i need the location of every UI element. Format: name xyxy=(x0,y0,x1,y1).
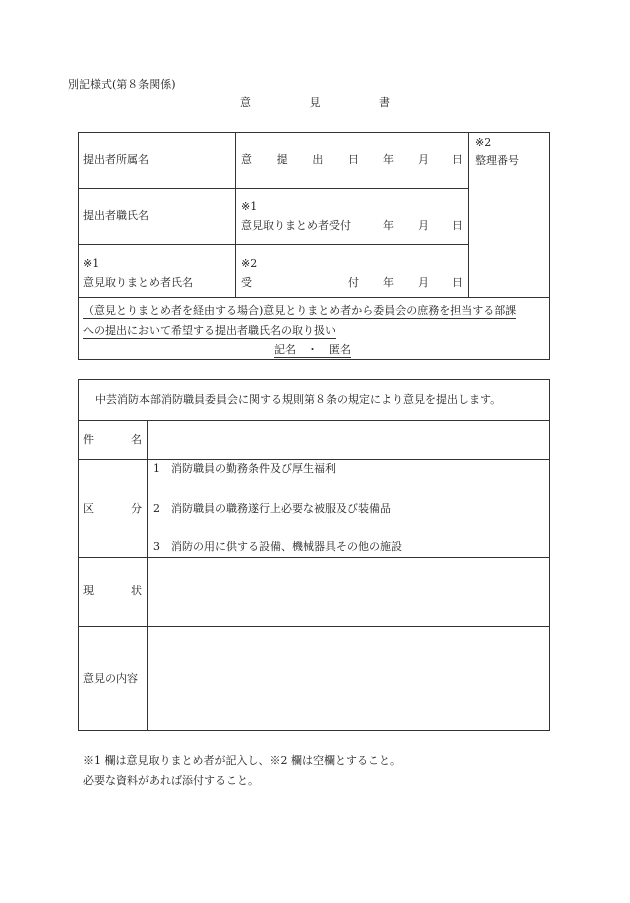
title-char: 見 xyxy=(309,96,321,109)
opinion-content-label: 意見の内容 xyxy=(83,672,138,685)
status-label xyxy=(83,585,142,596)
day-label: 日 xyxy=(452,276,463,289)
status-char: 状 xyxy=(131,584,142,597)
category-label xyxy=(83,503,142,514)
category-char: 区 xyxy=(83,502,94,515)
handling-line1-text: （意見とりまとめ者を経由する場合)意見とりまとめ者から委員会の庶務を担当する部課 xyxy=(83,304,517,317)
position-name-label: 提出者職氏名 xyxy=(83,209,149,222)
reception-note-mark: ※2 xyxy=(241,257,258,270)
month-label: 月 xyxy=(418,153,429,166)
date-label-char: 意 xyxy=(241,153,252,166)
receipt-note-mark: ※2 xyxy=(475,136,492,149)
year-label: 年 xyxy=(383,276,394,289)
footnote: ※1 欄は意見取りまとめ者が記入し、※2 欄は空欄とすること。 xyxy=(83,754,401,767)
subject-char: 名 xyxy=(131,433,142,446)
handling-text-line1 xyxy=(83,305,516,316)
category-item: 3 消防の用に供する設備、機械器具その他の施設 xyxy=(153,540,402,553)
title-char: 意 xyxy=(240,96,251,109)
day-label: 日 xyxy=(452,219,463,232)
day-label: 日 xyxy=(452,153,463,166)
receipt-number-label: 整理番号 xyxy=(475,154,519,167)
date-label-char: 出 xyxy=(312,153,324,166)
date-label-char: 提 xyxy=(276,153,288,166)
category-char: 分 xyxy=(131,502,142,515)
year-label: 年 xyxy=(383,153,394,166)
note-mark-1: ※1 xyxy=(241,200,258,213)
submission-statement: 中芸消防本部消防職員委員会に関する規則第８条の規定により意見を提出します。 xyxy=(95,393,502,406)
date-label-char: 日 xyxy=(347,153,359,166)
month-label: 月 xyxy=(418,276,429,289)
compiler-accept-label: 意見取りまとめ者受付 xyxy=(241,219,351,232)
compiler-note-mark: ※1 xyxy=(83,257,100,270)
name-handling-options-text: 記名 ・ 匿名 xyxy=(274,343,351,356)
category-item: 1 消防職員の勤務条件及び厚生福利 xyxy=(153,462,336,475)
handling-line2-text: への提出において希望する提出者職氏名の取り扱い xyxy=(83,324,336,337)
subject-label xyxy=(83,434,142,445)
reception-label xyxy=(241,277,359,288)
handling-text-line2 xyxy=(83,325,336,336)
subject-char: 件 xyxy=(83,433,94,446)
category-item: 2 消防職員の職務遂行上必要な被服及び装備品 xyxy=(153,502,391,515)
reception-char: 付 xyxy=(348,276,359,289)
submission-date-label xyxy=(241,154,359,165)
document-title xyxy=(240,97,390,108)
name-handling-options xyxy=(274,344,351,355)
affiliation-label: 提出者所属名 xyxy=(83,153,149,166)
status-char: 現 xyxy=(83,584,94,597)
footnote: 必要な資料があれば添付すること。 xyxy=(83,774,259,787)
compiler-name-label: 意見取りまとめ者氏名 xyxy=(83,276,193,289)
form-label: 別記様式(第８条関係) xyxy=(68,78,176,91)
title-char: 書 xyxy=(379,96,390,109)
month-label: 月 xyxy=(418,219,429,232)
reception-char: 受 xyxy=(241,276,252,289)
year-label: 年 xyxy=(383,219,394,232)
